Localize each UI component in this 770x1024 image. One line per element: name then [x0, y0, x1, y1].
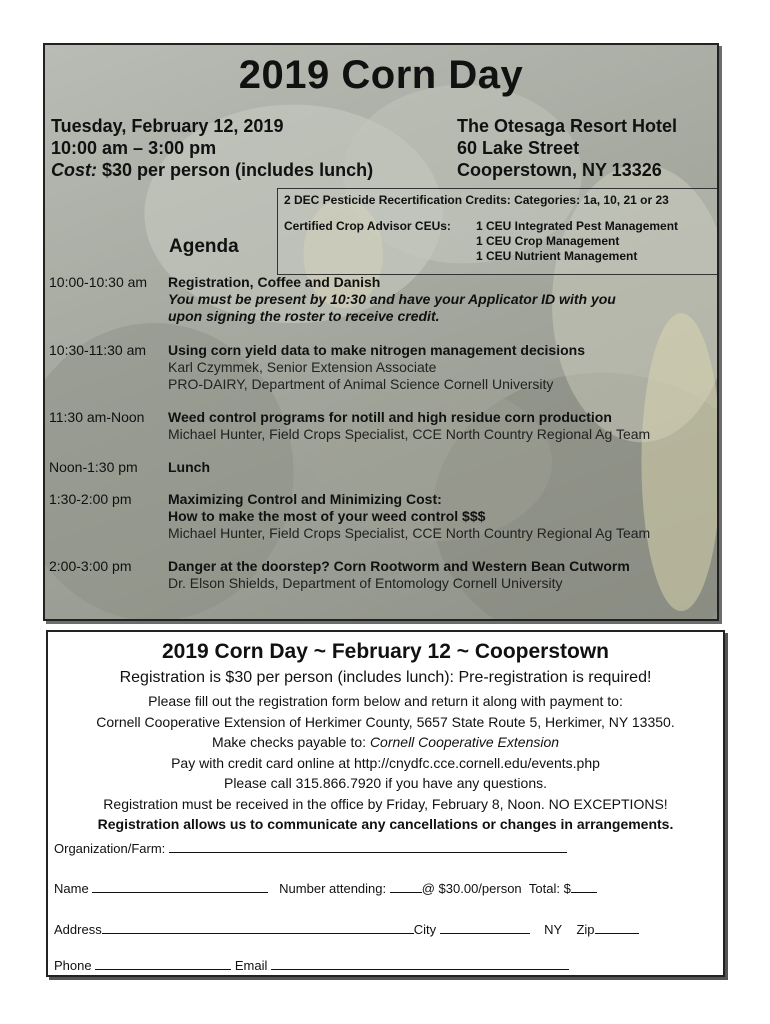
agenda-time: 10:00-10:30 am — [49, 274, 148, 290]
agenda-item — [49, 342, 709, 393]
total-label: Total: $ — [528, 881, 571, 896]
event-time: 10:00 am – 3:00 pm — [51, 138, 217, 158]
agenda-time: 10:30-11:30 am — [49, 342, 147, 358]
agenda-title: Lunch — [168, 459, 210, 475]
agenda-time: 2:00-3:00 pm — [49, 558, 132, 574]
instruction-line: Registration must be received in the office by Friday, February 8, Noon. NO EXCEPTIONS! — [103, 795, 668, 812]
instruction-line: Please fill out the registration form below and return it along with payment to: — [148, 693, 623, 709]
address-label: Address — [54, 922, 102, 937]
agenda-time: Noon-1:30 pm — [49, 459, 138, 475]
agenda-heading: Agenda — [169, 236, 239, 257]
ceu-list — [476, 219, 678, 264]
city-field[interactable] — [440, 921, 530, 934]
name-label: Name — [54, 881, 89, 896]
venue-city: Cooperstown, NY 13326 — [457, 160, 662, 180]
agenda-title: Using corn yield data to make nitrogen management decisions — [168, 342, 585, 358]
email-label: Email — [234, 958, 268, 973]
agenda-time: 1:30-2:00 pm — [49, 491, 132, 507]
agenda-item — [49, 491, 709, 542]
registration-instructions — [48, 691, 723, 835]
event-date: Tuesday, February 12, 2019 — [51, 116, 284, 136]
ceu-item: 1 CEU Integrated Pest Management — [476, 219, 679, 233]
agenda-note: upon signing the roster to receive credit. — [168, 308, 440, 324]
agenda-speaker: Karl Czymmek, Senior Extension Associate — [168, 359, 437, 375]
zip-field[interactable] — [595, 921, 639, 934]
instruction-line — [48, 732, 723, 753]
cca-label: Certified Crop Advisor CEUs: — [284, 219, 451, 233]
form-row-address — [54, 921, 639, 937]
form-row-contact — [54, 957, 569, 973]
agenda-item — [49, 459, 709, 476]
zip-label: Zip — [576, 922, 595, 937]
agenda-title: Maximizing Control and Minimizing Cost: — [168, 491, 442, 507]
cost-label: Cost: — [51, 160, 97, 180]
organization-label: Organization/Farm: — [54, 841, 166, 856]
agenda-time: 11:30 am-Noon — [49, 409, 145, 425]
event-details — [51, 115, 373, 181]
registration-subtitle: Registration is $30 per person (includes lunch): Pre-registration is required! — [119, 669, 652, 686]
agenda-speaker: Michael Hunter, Field Crops Specialist, CCE North Country Regional Ag Team — [168, 525, 651, 541]
state-value: NY — [544, 922, 562, 937]
agenda-item — [49, 409, 709, 443]
ceu-item: 1 CEU Nutrient Management — [476, 249, 638, 263]
ceu-item: 1 CEU Crop Management — [476, 234, 620, 248]
venue-street: 60 Lake Street — [457, 138, 580, 158]
name-field[interactable] — [92, 880, 268, 893]
agenda-title: Danger at the doorstep? Corn Rootworm and Western Bean Cutworm — [168, 558, 630, 574]
form-row-organization — [54, 840, 567, 856]
credits-box — [277, 188, 719, 275]
agenda-title: Weed control programs for notill and high residue corn production — [168, 409, 612, 425]
agenda-item — [49, 274, 709, 325]
instruction-line-bold: Registration allows us to communicate any cancellations or changes in arrangements. — [97, 816, 674, 832]
phone-label: Phone — [54, 958, 92, 973]
instruction-line: Cornell Cooperative Extension of Herkimer County, 5657 State Route 5, Herkimer, NY 13350. — [96, 713, 675, 730]
dec-credits: 2 DEC Pesticide Recertification Credits: Categories: 1a, 10, 21 or 23 — [284, 193, 669, 207]
city-label: City — [413, 922, 437, 937]
agenda-list — [49, 274, 709, 592]
agenda-note: You must be present by 10:30 and have your Applicator ID with you — [168, 291, 616, 307]
flyer-panel — [43, 43, 719, 621]
agenda-speaker: PRO-DAIRY, Department of Animal Science Cornell University — [168, 376, 554, 392]
registration-panel — [46, 630, 725, 977]
instruction-line: Pay with credit card online at http://cnydfc.cce.cornell.edu/events.php — [171, 754, 600, 771]
total-field[interactable] — [571, 880, 597, 893]
cost-value: $30 per person (includes lunch) — [97, 160, 374, 180]
agenda-item — [49, 558, 709, 592]
agenda-title-line-2: How to make the most of your weed control $$$ — [168, 508, 486, 524]
event-cost — [51, 159, 373, 181]
address-field[interactable] — [102, 921, 414, 934]
agenda-speaker: Dr. Elson Shields, Department of Entomology Cornell University — [168, 575, 563, 591]
email-field[interactable] — [271, 957, 569, 970]
price-label: @ $30.00/person — [421, 881, 522, 896]
phone-field[interactable] — [95, 957, 231, 970]
number-attending-field[interactable] — [390, 880, 422, 893]
page-title: 2019 Corn Day — [238, 53, 524, 97]
number-attending-label: Number attending: — [279, 881, 387, 896]
payee-name: Cornell Cooperative Extension — [369, 734, 560, 750]
venue-name: The Otesaga Resort Hotel — [457, 116, 678, 136]
agenda-speaker: Michael Hunter, Field Crops Specialist, CCE North Country Regional Ag Team — [168, 426, 651, 442]
organization-field[interactable] — [169, 840, 567, 853]
registration-title: 2019 Corn Day ~ February 12 ~ Cooperstown — [162, 640, 609, 663]
form-row-name — [54, 880, 597, 896]
payable-prefix: Make checks payable to: — [211, 734, 370, 750]
agenda-title: Registration, Coffee and Danish — [168, 274, 381, 290]
instruction-line: Please call 315.866.7920 if you have any questions. — [223, 775, 547, 791]
venue-details — [457, 115, 677, 181]
